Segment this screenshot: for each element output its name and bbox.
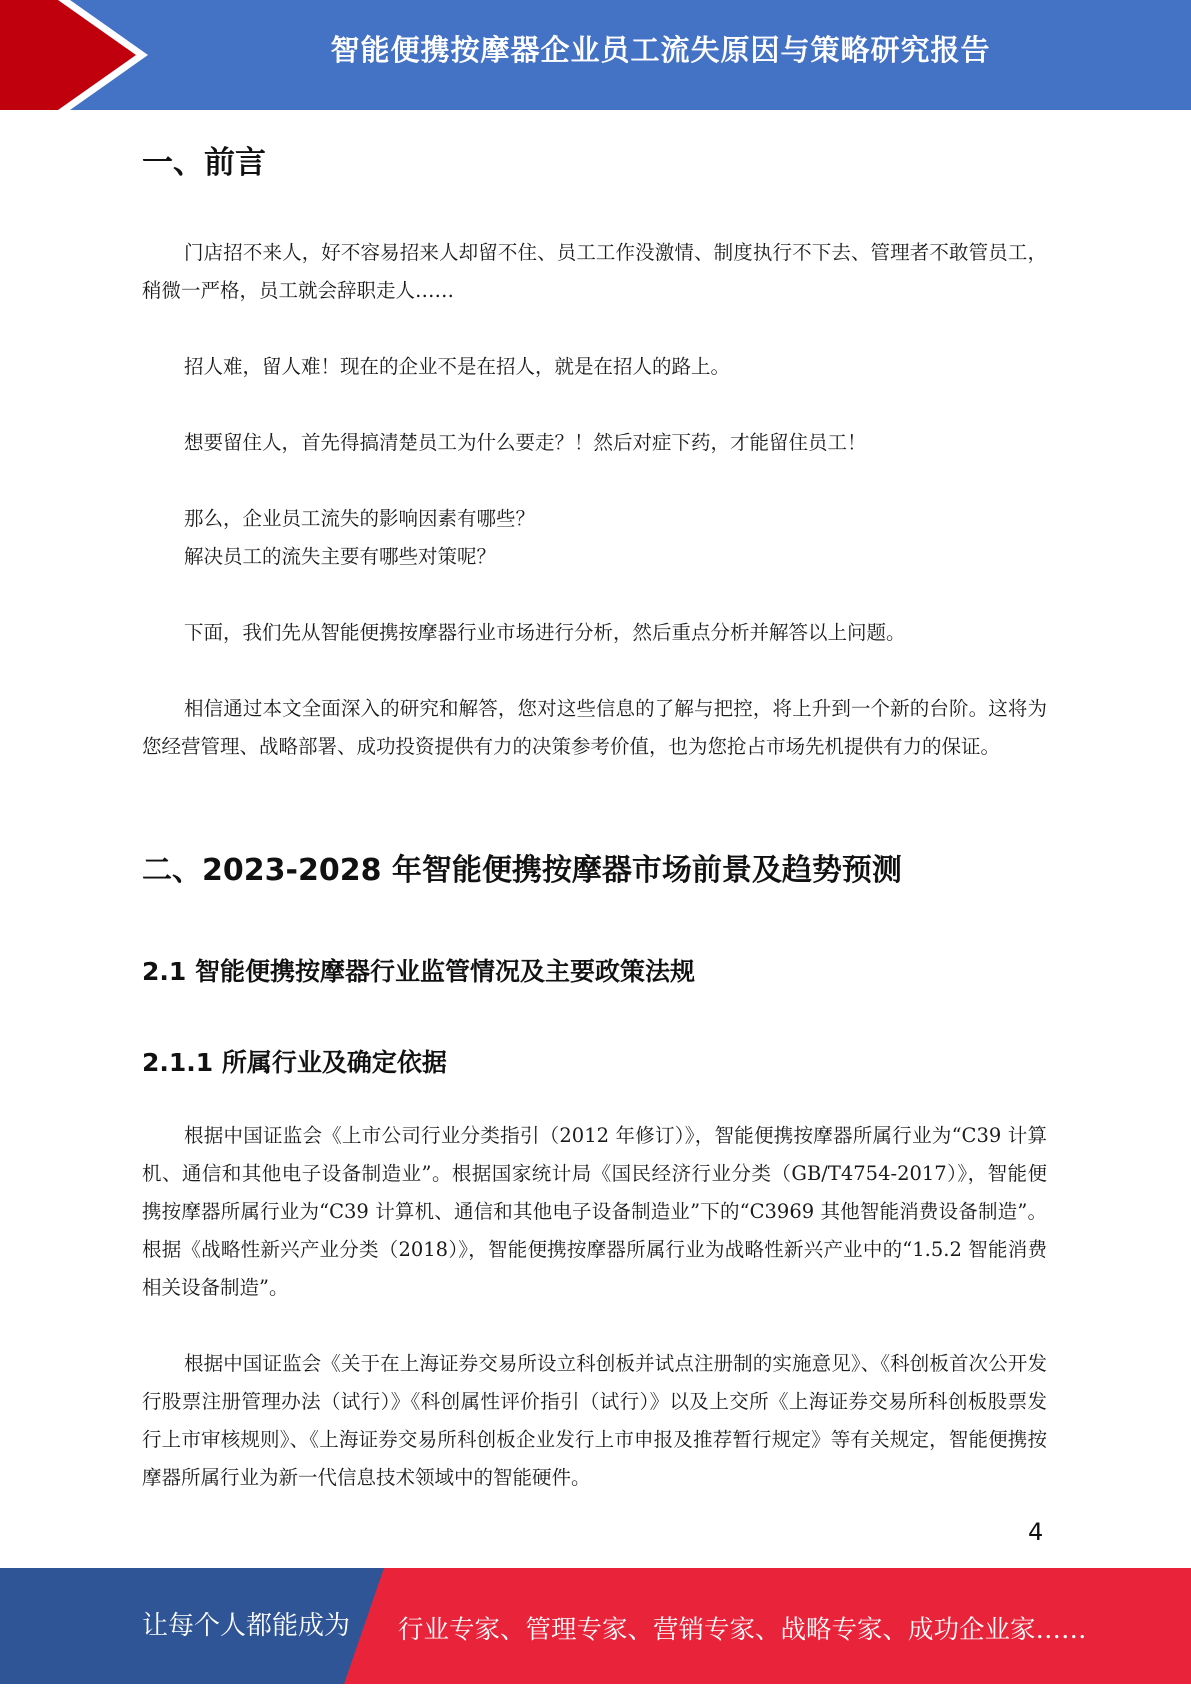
paragraph: 根据中国证监会《上市公司行业分类指引（2012 年修订）》，智能便携按摩器所属行业为“C39 计算机、通信和其他电子设备制造业”。根据国家统计局《国民经济行业分类（GB/T4754-2017）》，智能便携按摩器所属行业为“C39 计算机、通信和其他电子设备制造业”下的“C3969 其他智能消费设备制造”。根据《战略性新兴产业分类（2018）》，智能便携按摩器所属行业为战略性新兴产业中的“1.5.2 智能消费相关设备制造”。 [142,1124,1047,1299]
paragraph: 那么，企业员工流失的影响因素有哪些？ [184,507,536,530]
subsection-heading-regulation: 2.1 智能便携按摩器行业监管情况及主要政策法规 [142,957,695,986]
report-title: 智能便携按摩器企业员工流失原因与策略研究报告 [330,33,991,67]
page-footer [0,1568,1191,1684]
paragraph: 根据中国证监会《关于在上海证券交易所设立科创板并试点注册制的实施意见》、《科创板首次公开发行股票注册管理办法（试行）》《科创属性评价指引（试行）》以及上交所《上海证券交易所科创板股票发行上市审核规则》、《上海证券交易所科创板企业发行上市申报及推荐暂行规定》等有关规定，智能便携按摩器所属行业为新一代信息技术领域中的智能硬件。 [142,1352,1047,1489]
paragraph: 想要留住人，首先得搞清楚员工为什么要走？！然后对症下药，才能留住员工！ [184,431,867,454]
paragraph: 相信通过本文全面深入的研究和解答，您对这些信息的了解与把控，将上升到一个新的台阶。这将为您经营管理、战略部署、成功投资提供有力的决策参考价值，也为您抢占市场先机提供有力的保证。 [142,697,1047,758]
footer-slogan-right: 行业专家、管理专家、营销专家、战略专家、成功企业家…… [398,1615,1087,1645]
page-number: 4 [1028,1518,1044,1546]
footer-slogan-left: 让每个人都能成为 [142,1611,351,1641]
section-heading-preface: 一、前言 [142,145,266,181]
section-heading-market-outlook: 二、2023-2028 年智能便携按摩器市场前景及趋势预测 [142,853,902,888]
paragraph: 门店招不来人，好不容易招来人却留不住、员工工作没激情、制度执行不下去、管理者不敢管员工，稍微一严格，员工就会辞职走人…… [142,241,1047,302]
subsubsection-heading-industry-basis: 2.1.1 所属行业及确定依据 [142,1048,447,1077]
paragraph: 招人难，留人难！现在的企业不是在招人，就是在招人的路上。 [184,355,731,378]
page-header [0,0,1191,110]
paragraph: 下面，我们先从智能便携按摩器行业市场进行分析，然后重点分析并解答以上问题。 [184,621,906,644]
paragraph: 解决员工的流失主要有哪些对策呢？ [184,545,497,568]
